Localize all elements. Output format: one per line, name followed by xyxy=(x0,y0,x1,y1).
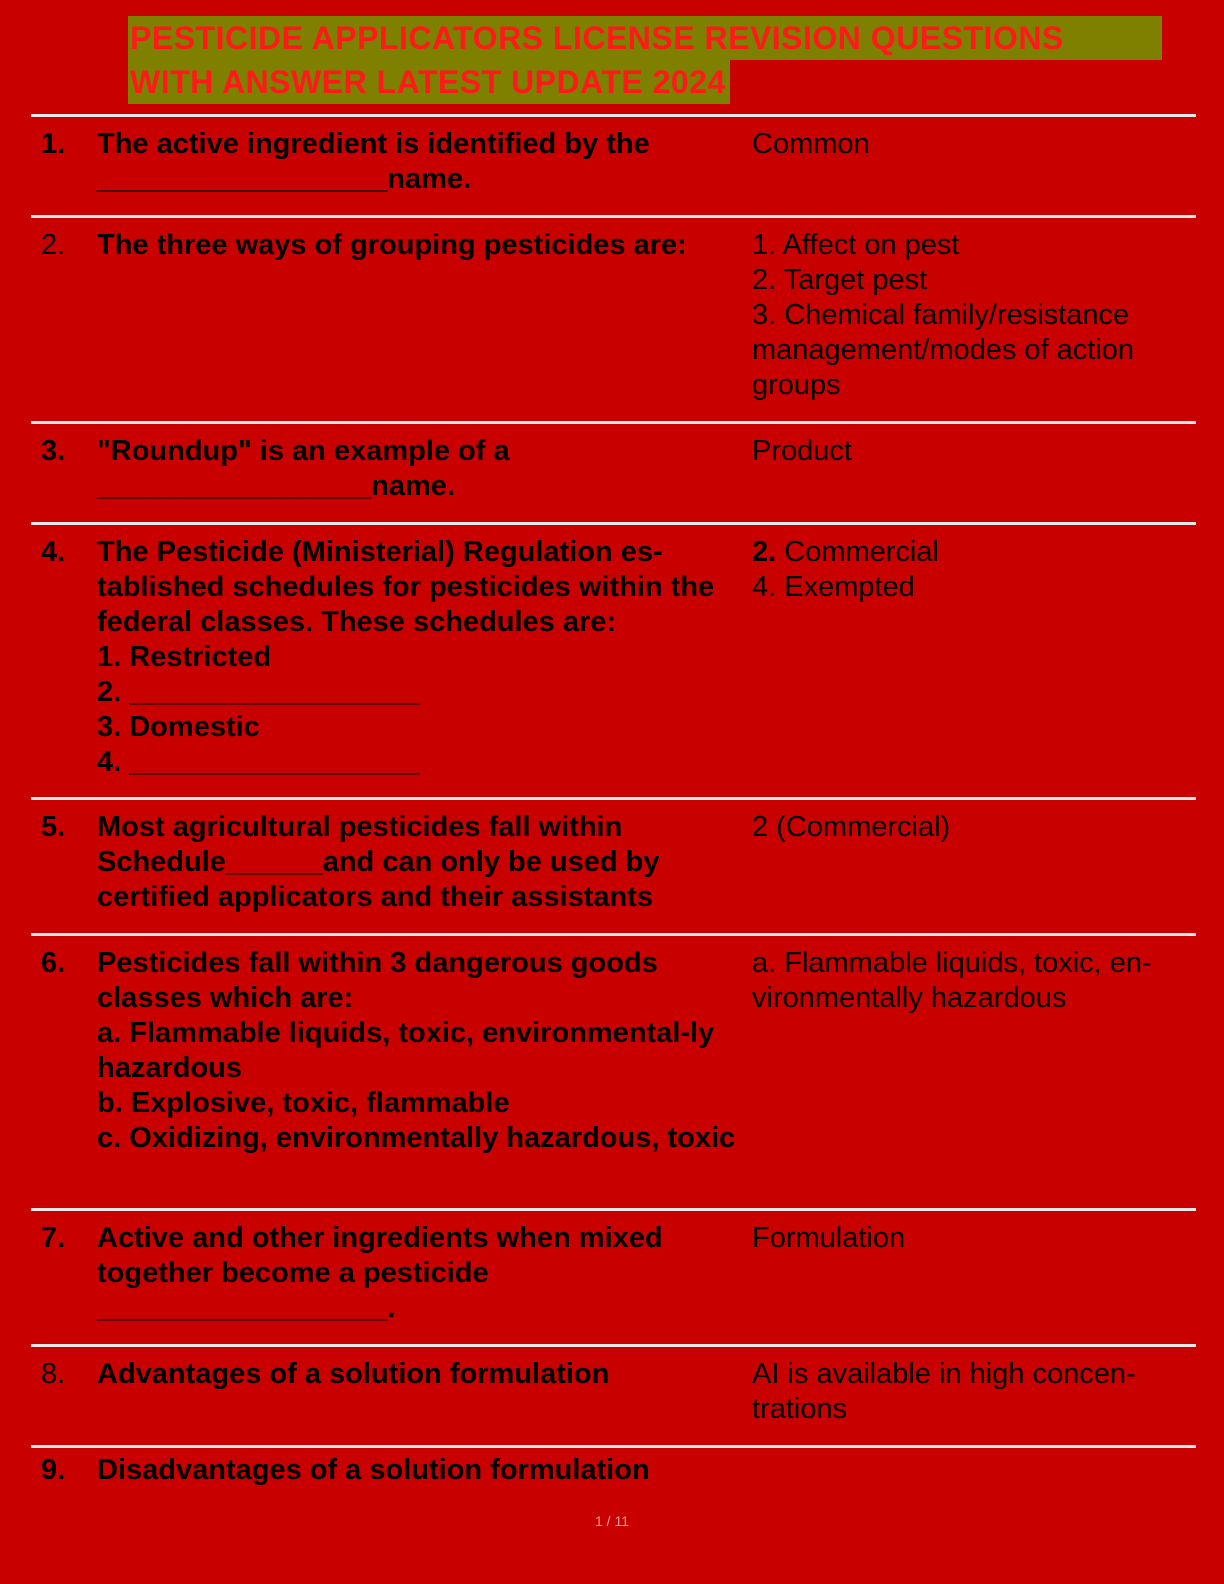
question-text: Active and other ingredients when mixed together become a pesticide __________________. xyxy=(97,1222,663,1324)
qa-row-6 xyxy=(31,936,1196,1208)
question-text: Disadvantages of a solution formulation xyxy=(97,1454,650,1486)
answer-text: 1. Affect on pest 2. Target pest 3. Chemical family/resistance management/modes of action groups xyxy=(752,229,1135,401)
answer-text: Product xyxy=(752,435,852,467)
title-line-2: WITH ANSWER LATEST UPDATE 2024 xyxy=(128,60,730,104)
qa-row-1 xyxy=(31,117,1196,215)
answer-block xyxy=(752,535,1192,605)
answer-text: Formulation xyxy=(752,1222,906,1254)
question-text: The active ingredient is identified by the __________________name. xyxy=(97,128,650,195)
question-text: The Pesticide (Ministerial) Regulation es-tablished schedules for pesticides within the federal classes. These schedules are: 1. Restricted 2. __________________ 3. Domestic 4. __________________ xyxy=(97,536,715,778)
answer-text: 2 (Commercial) xyxy=(752,811,951,843)
page-indicator: 1 / 11 xyxy=(595,1513,629,1529)
answer-text: AI is available in high concen-trations xyxy=(752,1358,1136,1425)
question-text: The three ways of grouping pesticides are: xyxy=(97,229,687,261)
qa-row-9 xyxy=(31,1448,1196,1518)
answer-lead: 2. xyxy=(752,536,777,568)
answer-text: a. Flammable liquids, toxic, en-vironmentally hazardous xyxy=(752,947,1152,1014)
qa-row-2 xyxy=(31,218,1196,421)
qa-list xyxy=(31,114,1196,1518)
title-line-1: PESTICIDE APPLICATORS LICENSE REVISION QUESTIONS xyxy=(128,16,1162,60)
question-number: 6. xyxy=(41,947,66,979)
question-number: 8. xyxy=(41,1358,66,1390)
question-number: 5. xyxy=(41,811,66,843)
qa-row-3 xyxy=(31,424,1196,522)
question-number: 3. xyxy=(41,435,66,467)
question-text: Most agricultural pesticides fall within Schedule______and can only be used by certified applicators and their assistants xyxy=(97,811,660,913)
question-number: 4. xyxy=(41,536,66,568)
question-number: 7. xyxy=(41,1222,66,1254)
qa-row-7 xyxy=(31,1211,1196,1344)
question-text: Advantages of a solution formulation xyxy=(97,1358,610,1390)
qa-row-4 xyxy=(31,525,1196,797)
qa-row-5 xyxy=(31,800,1196,933)
qa-row-8 xyxy=(31,1347,1196,1445)
question-number: 9. xyxy=(41,1454,66,1486)
answer-text: Common xyxy=(752,128,870,160)
answer-text: Commercial 4. Exempted xyxy=(752,536,939,603)
question-text: Pesticides fall within 3 dangerous goods classes which are: a. Flammable liquids, toxic, environmental-ly hazardous b. Explosive, toxic, flammable c. Oxidizing, environmentally hazardous, toxic xyxy=(97,947,736,1154)
question-text: "Roundup" is an example of a _________________name. xyxy=(97,435,510,502)
question-number: 2. xyxy=(41,229,66,261)
question-number: 1. xyxy=(41,128,66,160)
document-title xyxy=(128,16,1168,104)
